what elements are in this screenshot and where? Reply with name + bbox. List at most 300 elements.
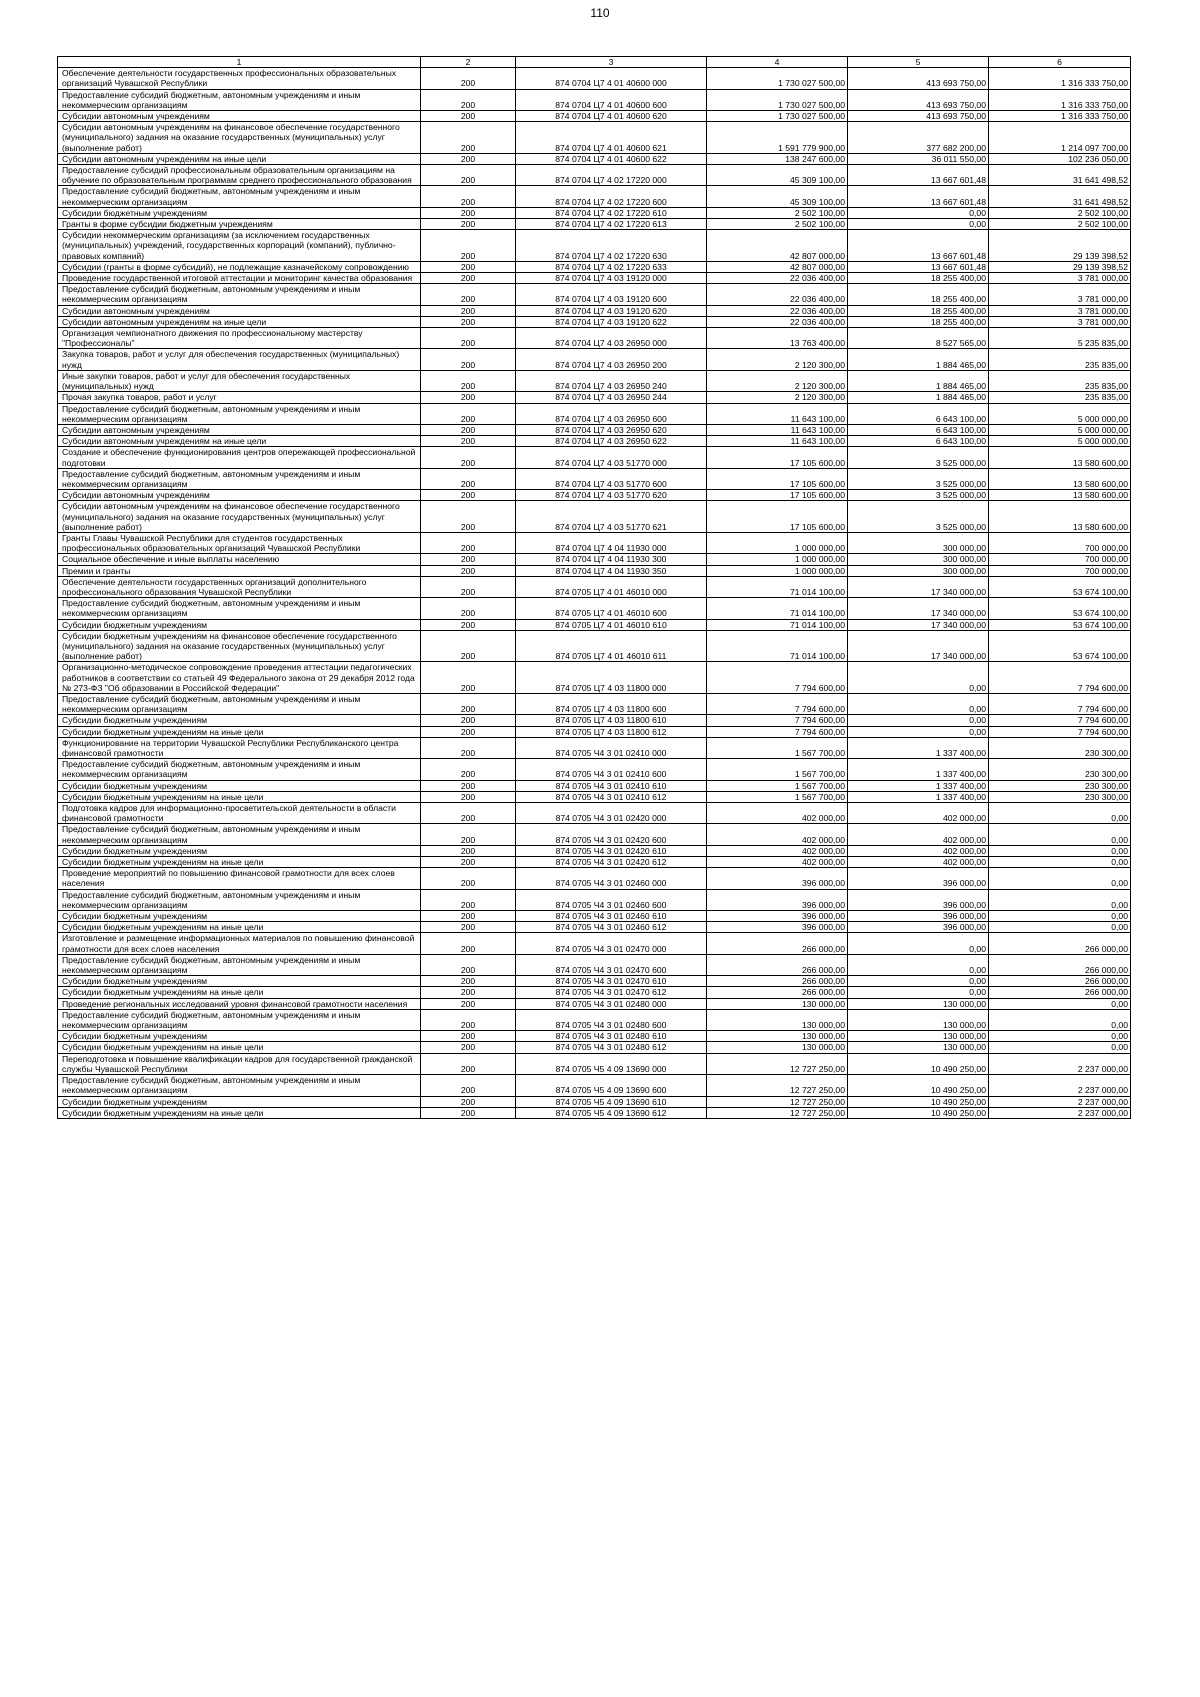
table-row	[58, 328, 1131, 349]
row-amount-col6: 0,00	[989, 911, 1131, 922]
row-classification: 874 0704 Ц7 4 03 26950 000	[516, 328, 707, 349]
row-amount-col6: 102 236 050,00	[989, 153, 1131, 164]
row-amount-col5: 0,00	[848, 662, 989, 694]
row-amount-col4: 1 567 700,00	[707, 791, 848, 802]
row-description: Субсидии бюджетным учреждениям	[58, 619, 421, 630]
table-row	[58, 1096, 1131, 1107]
row-classification: 874 0704 Ц7 4 03 19120 620	[516, 305, 707, 316]
table-row	[58, 153, 1131, 164]
row-code: 200	[421, 630, 516, 662]
row-code: 200	[421, 554, 516, 565]
table-row	[58, 230, 1131, 262]
row-amount-col5: 3 525 000,00	[848, 468, 989, 489]
row-amount-col4: 13 763 400,00	[707, 328, 848, 349]
row-amount-col5: 3 525 000,00	[848, 490, 989, 501]
row-code: 200	[421, 576, 516, 597]
row-description: Организация чемпионатного движения по профессиональному мастерству "Профессионалы"	[58, 328, 421, 349]
row-classification: 874 0704 Ц7 4 03 51770 620	[516, 490, 707, 501]
table-row	[58, 219, 1131, 230]
table-row	[58, 207, 1131, 218]
row-amount-col5: 402 000,00	[848, 803, 989, 824]
row-amount-col4: 17 105 600,00	[707, 468, 848, 489]
row-amount-col4: 71 014 100,00	[707, 619, 848, 630]
row-code: 200	[421, 598, 516, 619]
table-row	[58, 715, 1131, 726]
row-amount-col6: 29 139 398,52	[989, 261, 1131, 272]
row-amount-col4: 130 000,00	[707, 1009, 848, 1030]
table-row	[58, 305, 1131, 316]
column-header: 6	[989, 57, 1131, 68]
row-amount-col4: 402 000,00	[707, 845, 848, 856]
table-row	[58, 501, 1131, 533]
row-description: Субсидии автономным учреждениям на иные цели	[58, 436, 421, 447]
row-amount-col4: 1 000 000,00	[707, 532, 848, 553]
row-amount-col4: 266 000,00	[707, 954, 848, 975]
row-classification: 874 0704 Ц7 4 04 11930 300	[516, 554, 707, 565]
row-amount-col6: 0,00	[989, 998, 1131, 1009]
row-amount-col5: 10 490 250,00	[848, 1075, 989, 1096]
row-amount-col5: 17 340 000,00	[848, 630, 989, 662]
row-description: Субсидии бюджетным учреждениям на иные цели	[58, 1107, 421, 1118]
row-amount-col4: 12 727 250,00	[707, 1053, 848, 1074]
row-description: Субсидии (гранты в форме субсидий), не подлежащие казначейскому сопровождению	[58, 261, 421, 272]
row-amount-col6: 0,00	[989, 868, 1131, 889]
row-code: 200	[421, 803, 516, 824]
row-code: 200	[421, 328, 516, 349]
row-amount-col5: 1 337 400,00	[848, 791, 989, 802]
row-classification: 874 0704 Ц7 4 02 17220 610	[516, 207, 707, 218]
table-row	[58, 165, 1131, 186]
row-amount-col5: 10 490 250,00	[848, 1107, 989, 1118]
row-amount-col6: 0,00	[989, 1042, 1131, 1053]
row-description: Организационно-методическое сопровождение проведения аттестации педагогических работников в соответствии со статьей 49 Федерального закона от 29 декабря 2012 года № 273-ФЗ "Об образовании в Российской Федерации"	[58, 662, 421, 694]
row-classification: 874 0704 Ц7 4 02 17220 613	[516, 219, 707, 230]
table-row	[58, 403, 1131, 424]
row-classification: 874 0705 Ч4 3 01 02420 612	[516, 857, 707, 868]
row-amount-col6: 235 835,00	[989, 349, 1131, 370]
budget-table	[57, 56, 1131, 1119]
row-amount-col4: 402 000,00	[707, 857, 848, 868]
row-amount-col4: 1 000 000,00	[707, 554, 848, 565]
row-description: Субсидии автономным учреждениям	[58, 305, 421, 316]
row-code: 200	[421, 868, 516, 889]
row-description: Предоставление субсидий бюджетным, автономным учреждениям и иным некоммерческим организациям	[58, 1075, 421, 1096]
row-amount-col4: 396 000,00	[707, 868, 848, 889]
row-amount-col4: 7 794 600,00	[707, 693, 848, 714]
row-description: Предоставление субсидий бюджетным, автономным учреждениям и иным некоммерческим организациям	[58, 284, 421, 305]
row-amount-col5: 0,00	[848, 219, 989, 230]
row-amount-col6: 235 835,00	[989, 392, 1131, 403]
row-description: Предоставление субсидий бюджетным, автономным учреждениям и иным некоммерческим организациям	[58, 403, 421, 424]
row-description: Предоставление субсидий бюджетным, автономным учреждениям и иным некоммерческим организациям	[58, 1009, 421, 1030]
row-amount-col6: 1 214 097 700,00	[989, 122, 1131, 154]
row-amount-col6: 13 580 600,00	[989, 468, 1131, 489]
row-amount-col4: 12 727 250,00	[707, 1107, 848, 1118]
row-description: Предоставление субсидий бюджетным, автономным учреждениям и иным некоммерческим организациям	[58, 598, 421, 619]
row-amount-col4: 1 730 027 500,00	[707, 89, 848, 110]
row-description: Субсидии автономным учреждениям на финансовое обеспечение государственного (муниципального) задания на оказание государственных (муниципальных) услуг (выполнение работ)	[58, 501, 421, 533]
row-description: Предоставление субсидий бюджетным, автономным учреждениям и иным некоммерческим организациям	[58, 186, 421, 207]
row-amount-col5: 10 490 250,00	[848, 1096, 989, 1107]
row-amount-col5: 13 667 601,48	[848, 165, 989, 186]
row-amount-col4: 71 014 100,00	[707, 598, 848, 619]
column-header: 5	[848, 57, 989, 68]
row-code: 200	[421, 403, 516, 424]
table-row	[58, 824, 1131, 845]
row-amount-col6: 7 794 600,00	[989, 715, 1131, 726]
row-amount-col5: 17 340 000,00	[848, 619, 989, 630]
row-classification: 874 0705 Ц7 4 01 46010 600	[516, 598, 707, 619]
row-code: 200	[421, 715, 516, 726]
row-code: 200	[421, 933, 516, 954]
row-amount-col6: 235 835,00	[989, 370, 1131, 391]
row-code: 200	[421, 532, 516, 553]
row-code: 200	[421, 780, 516, 791]
table-row	[58, 791, 1131, 802]
row-description: Предоставление субсидий профессиональным образовательным организациям на обучение по образовательным программам среднего профессионального образования	[58, 165, 421, 186]
row-amount-col5: 413 693 750,00	[848, 68, 989, 89]
row-amount-col5: 130 000,00	[848, 1031, 989, 1042]
row-amount-col6: 7 794 600,00	[989, 726, 1131, 737]
row-classification: 874 0705 Ч5 4 09 13690 000	[516, 1053, 707, 1074]
table-row	[58, 976, 1131, 987]
row-classification: 874 0705 Ч4 3 01 02480 610	[516, 1031, 707, 1042]
table-row	[58, 737, 1131, 758]
row-amount-col5: 10 490 250,00	[848, 1053, 989, 1074]
row-amount-col5: 300 000,00	[848, 532, 989, 553]
row-amount-col6: 7 794 600,00	[989, 693, 1131, 714]
row-amount-col5: 18 255 400,00	[848, 284, 989, 305]
row-code: 200	[421, 987, 516, 998]
row-amount-col4: 17 105 600,00	[707, 490, 848, 501]
row-classification: 874 0705 Ч4 3 01 02410 600	[516, 759, 707, 780]
row-description: Субсидии бюджетным учреждениям на иные цели	[58, 987, 421, 998]
table-row	[58, 111, 1131, 122]
row-amount-col6: 7 794 600,00	[989, 662, 1131, 694]
row-classification: 874 0704 Ц7 4 03 51770 600	[516, 468, 707, 489]
row-code: 200	[421, 1009, 516, 1030]
row-amount-col6: 700 000,00	[989, 554, 1131, 565]
row-code: 200	[421, 998, 516, 1009]
row-code: 200	[421, 824, 516, 845]
row-amount-col6: 53 674 100,00	[989, 598, 1131, 619]
row-amount-col4: 396 000,00	[707, 889, 848, 910]
row-description: Предоставление субсидий бюджетным, автономным учреждениям и иным некоммерческим организациям	[58, 89, 421, 110]
row-description: Субсидии бюджетным учреждениям	[58, 845, 421, 856]
row-amount-col6: 700 000,00	[989, 532, 1131, 553]
row-description: Субсидии автономным учреждениям на иные цели	[58, 316, 421, 327]
row-description: Субсидии бюджетным учреждениям	[58, 715, 421, 726]
row-classification: 874 0705 Ч5 4 09 13690 600	[516, 1075, 707, 1096]
row-description: Субсидии некоммерческим организациям (за исключением государственных (муниципальных) учреждений, государственных корпораций (компаний), публично-правовых компаний)	[58, 230, 421, 262]
table-row	[58, 954, 1131, 975]
table-row	[58, 922, 1131, 933]
row-code: 200	[421, 1107, 516, 1118]
row-classification: 874 0705 Ч4 3 01 02480 000	[516, 998, 707, 1009]
table-row	[58, 1042, 1131, 1053]
row-amount-col4: 7 794 600,00	[707, 726, 848, 737]
row-classification: 874 0704 Ц7 4 03 26950 244	[516, 392, 707, 403]
table-row	[58, 68, 1131, 89]
row-code: 200	[421, 954, 516, 975]
row-classification: 874 0704 Ц7 4 04 11930 000	[516, 532, 707, 553]
row-amount-col6: 266 000,00	[989, 987, 1131, 998]
table-row	[58, 803, 1131, 824]
row-amount-col5: 413 693 750,00	[848, 111, 989, 122]
row-code: 200	[421, 1031, 516, 1042]
row-description: Премии и гранты	[58, 565, 421, 576]
row-amount-col6: 13 580 600,00	[989, 501, 1131, 533]
row-amount-col6: 0,00	[989, 1009, 1131, 1030]
row-description: Предоставление субсидий бюджетным, автономным учреждениям и иным некоммерческим организациям	[58, 759, 421, 780]
row-code: 200	[421, 219, 516, 230]
row-classification: 874 0705 Ц7 4 01 46010 000	[516, 576, 707, 597]
row-classification: 874 0705 Ц7 4 01 46010 610	[516, 619, 707, 630]
row-code: 200	[421, 857, 516, 868]
row-amount-col6: 1 316 333 750,00	[989, 111, 1131, 122]
row-amount-col6: 230 300,00	[989, 759, 1131, 780]
table-row	[58, 693, 1131, 714]
row-amount-col5: 130 000,00	[848, 998, 989, 1009]
row-code: 200	[421, 911, 516, 922]
row-code: 200	[421, 619, 516, 630]
row-amount-col5: 130 000,00	[848, 1009, 989, 1030]
row-amount-col4: 396 000,00	[707, 911, 848, 922]
row-description: Субсидии автономным учреждениям	[58, 424, 421, 435]
row-amount-col5: 0,00	[848, 207, 989, 218]
row-description: Создание и обеспечение функционирования центров опережающей профессиональной подготовки	[58, 447, 421, 468]
table-row	[58, 447, 1131, 468]
row-amount-col6: 2 237 000,00	[989, 1053, 1131, 1074]
row-amount-col5: 396 000,00	[848, 868, 989, 889]
row-amount-col5: 1 884 465,00	[848, 392, 989, 403]
row-amount-col5: 17 340 000,00	[848, 598, 989, 619]
row-amount-col4: 130 000,00	[707, 1042, 848, 1053]
row-classification: 874 0705 Ч4 3 01 02410 612	[516, 791, 707, 802]
row-description: Проведение региональных исследований уровня финансовой грамотности населения	[58, 998, 421, 1009]
row-amount-col4: 2 120 300,00	[707, 392, 848, 403]
row-code: 200	[421, 976, 516, 987]
row-code: 200	[421, 284, 516, 305]
row-code: 200	[421, 68, 516, 89]
row-classification: 874 0705 Ч4 3 01 02470 612	[516, 987, 707, 998]
row-amount-col4: 42 807 000,00	[707, 230, 848, 262]
row-amount-col5: 6 643 100,00	[848, 424, 989, 435]
table-row	[58, 89, 1131, 110]
row-amount-col5: 300 000,00	[848, 554, 989, 565]
column-header: 4	[707, 57, 848, 68]
row-amount-col6: 2 237 000,00	[989, 1096, 1131, 1107]
table-row	[58, 759, 1131, 780]
row-code: 200	[421, 349, 516, 370]
row-classification: 874 0705 Ч4 3 01 02410 000	[516, 737, 707, 758]
row-code: 200	[421, 230, 516, 262]
row-description: Субсидии бюджетным учреждениям на иные цели	[58, 791, 421, 802]
table-row	[58, 490, 1131, 501]
row-amount-col5: 0,00	[848, 715, 989, 726]
row-code: 200	[421, 165, 516, 186]
row-description: Субсидии бюджетным учреждениям	[58, 1096, 421, 1107]
table-row	[58, 349, 1131, 370]
table-row	[58, 998, 1131, 1009]
row-amount-col6: 700 000,00	[989, 565, 1131, 576]
row-classification: 874 0705 Ч4 3 01 02460 000	[516, 868, 707, 889]
row-code: 200	[421, 447, 516, 468]
row-description: Переподготовка и повышение квалификации кадров для государственной гражданской службы Чувашской Республики	[58, 1053, 421, 1074]
table-row	[58, 662, 1131, 694]
row-amount-col5: 18 255 400,00	[848, 273, 989, 284]
row-amount-col4: 130 000,00	[707, 1031, 848, 1042]
row-classification: 874 0705 Ц7 4 03 11800 612	[516, 726, 707, 737]
row-amount-col5: 396 000,00	[848, 922, 989, 933]
row-amount-col4: 2 120 300,00	[707, 349, 848, 370]
row-description: Гранты в форме субсидии бюджетным учреждениям	[58, 219, 421, 230]
row-amount-col6: 5 235 835,00	[989, 328, 1131, 349]
row-amount-col6: 266 000,00	[989, 954, 1131, 975]
row-code: 200	[421, 111, 516, 122]
row-code: 200	[421, 316, 516, 327]
row-classification: 874 0705 Ч4 3 01 02420 000	[516, 803, 707, 824]
row-amount-col5: 402 000,00	[848, 824, 989, 845]
row-code: 200	[421, 207, 516, 218]
row-classification: 874 0704 Ц7 4 02 17220 630	[516, 230, 707, 262]
row-classification: 874 0704 Ц7 4 03 26950 620	[516, 424, 707, 435]
row-amount-col6: 266 000,00	[989, 976, 1131, 987]
row-description: Проведение мероприятий по повышению финансовой грамотности для всех слоев населения	[58, 868, 421, 889]
row-amount-col4: 12 727 250,00	[707, 1096, 848, 1107]
row-description: Субсидии автономным учреждениям на финансовое обеспечение государственного (муниципального) задания на оказание государственных (муниципальных) услуг (выполнение работ)	[58, 122, 421, 154]
table-row	[58, 987, 1131, 998]
row-description: Субсидии бюджетным учреждениям на иные цели	[58, 726, 421, 737]
row-code: 200	[421, 1075, 516, 1096]
row-amount-col6: 3 781 000,00	[989, 316, 1131, 327]
row-amount-col5: 0,00	[848, 933, 989, 954]
row-amount-col4: 130 000,00	[707, 998, 848, 1009]
row-description: Предоставление субсидий бюджетным, автономным учреждениям и иным некоммерческим организациям	[58, 889, 421, 910]
row-description: Субсидии бюджетным учреждениям	[58, 1031, 421, 1042]
row-code: 200	[421, 305, 516, 316]
row-classification: 874 0705 Ч4 3 01 02470 610	[516, 976, 707, 987]
row-classification: 874 0704 Ц7 4 01 40600 000	[516, 68, 707, 89]
row-amount-col6: 230 300,00	[989, 791, 1131, 802]
row-amount-col6: 230 300,00	[989, 737, 1131, 758]
row-classification: 874 0705 Ц7 4 01 46010 611	[516, 630, 707, 662]
row-description: Субсидии бюджетным учреждениям на иные цели	[58, 922, 421, 933]
header-row	[58, 57, 1131, 68]
row-amount-col5: 0,00	[848, 726, 989, 737]
row-description: Субсидии бюджетным учреждениям на иные цели	[58, 857, 421, 868]
row-code: 200	[421, 261, 516, 272]
column-header: 2	[421, 57, 516, 68]
table-row	[58, 392, 1131, 403]
row-code: 200	[421, 1042, 516, 1053]
row-code: 200	[421, 845, 516, 856]
row-description: Социальное обеспечение и иные выплаты населению	[58, 554, 421, 565]
row-code: 200	[421, 889, 516, 910]
row-amount-col5: 1 337 400,00	[848, 737, 989, 758]
row-code: 200	[421, 693, 516, 714]
row-amount-col4: 402 000,00	[707, 803, 848, 824]
row-amount-col6: 5 000 000,00	[989, 403, 1131, 424]
row-amount-col5: 1 337 400,00	[848, 780, 989, 791]
row-amount-col5: 13 667 601,48	[848, 186, 989, 207]
table-row	[58, 261, 1131, 272]
row-amount-col5: 18 255 400,00	[848, 316, 989, 327]
row-code: 200	[421, 1053, 516, 1074]
page-number: 110	[590, 6, 610, 20]
row-amount-col5: 3 525 000,00	[848, 501, 989, 533]
table-row	[58, 1031, 1131, 1042]
table-row	[58, 284, 1131, 305]
row-classification: 874 0705 Ч4 3 01 02420 600	[516, 824, 707, 845]
row-classification: 874 0704 Ц7 4 02 17220 600	[516, 186, 707, 207]
row-amount-col5: 1 884 465,00	[848, 349, 989, 370]
row-amount-col4: 1 730 027 500,00	[707, 68, 848, 89]
row-amount-col4: 7 794 600,00	[707, 715, 848, 726]
row-amount-col6: 31 641 498,52	[989, 165, 1131, 186]
row-classification: 874 0704 Ц7 4 02 17220 000	[516, 165, 707, 186]
row-amount-col5: 402 000,00	[848, 845, 989, 856]
row-amount-col4: 71 014 100,00	[707, 630, 848, 662]
row-amount-col5: 8 527 565,00	[848, 328, 989, 349]
row-code: 200	[421, 737, 516, 758]
row-classification: 874 0705 Ц7 4 03 11800 610	[516, 715, 707, 726]
row-amount-col5: 0,00	[848, 987, 989, 998]
row-classification: 874 0704 Ц7 4 02 17220 633	[516, 261, 707, 272]
row-code: 200	[421, 490, 516, 501]
row-description: Функционирование на территории Чувашской Республики Республиканского центра финансовой грамотности	[58, 737, 421, 758]
row-amount-col4: 11 643 100,00	[707, 424, 848, 435]
row-amount-col6: 2 502 100,00	[989, 207, 1131, 218]
row-description: Субсидии автономным учреждениям	[58, 111, 421, 122]
row-classification: 874 0705 Ч4 3 01 02470 600	[516, 954, 707, 975]
row-amount-col4: 1 567 700,00	[707, 780, 848, 791]
row-amount-col4: 1 567 700,00	[707, 759, 848, 780]
row-amount-col4: 266 000,00	[707, 976, 848, 987]
row-amount-col6: 2 237 000,00	[989, 1075, 1131, 1096]
row-code: 200	[421, 186, 516, 207]
row-amount-col4: 266 000,00	[707, 933, 848, 954]
row-amount-col4: 2 120 300,00	[707, 370, 848, 391]
row-code: 200	[421, 791, 516, 802]
table-row	[58, 370, 1131, 391]
row-amount-col5: 130 000,00	[848, 1042, 989, 1053]
row-amount-col5: 17 340 000,00	[848, 576, 989, 597]
row-description: Гранты Главы Чувашской Республики для студентов государственных профессиональных образовательных организаций Чувашской Республики	[58, 532, 421, 553]
row-amount-col4: 45 309 100,00	[707, 186, 848, 207]
row-amount-col5: 18 255 400,00	[848, 305, 989, 316]
row-amount-col4: 11 643 100,00	[707, 403, 848, 424]
table-row	[58, 316, 1131, 327]
row-amount-col4: 396 000,00	[707, 922, 848, 933]
row-description: Закупка товаров, работ и услуг для обеспечения государственных (муниципальных) нужд	[58, 349, 421, 370]
row-amount-col4: 11 643 100,00	[707, 436, 848, 447]
table-row	[58, 186, 1131, 207]
row-amount-col6: 3 781 000,00	[989, 305, 1131, 316]
row-amount-col5: 6 643 100,00	[848, 436, 989, 447]
row-amount-col6: 5 000 000,00	[989, 424, 1131, 435]
row-classification: 874 0705 Ч4 3 01 02480 612	[516, 1042, 707, 1053]
row-amount-col4: 1 567 700,00	[707, 737, 848, 758]
row-description: Прочая закупка товаров, работ и услуг	[58, 392, 421, 403]
table-row	[58, 532, 1131, 553]
row-amount-col5: 36 011 550,00	[848, 153, 989, 164]
row-classification: 874 0705 Ч5 4 09 13690 612	[516, 1107, 707, 1118]
row-amount-col5: 1 337 400,00	[848, 759, 989, 780]
row-amount-col5: 300 000,00	[848, 565, 989, 576]
row-classification: 874 0705 Ч4 3 01 02460 600	[516, 889, 707, 910]
row-amount-col6: 53 674 100,00	[989, 576, 1131, 597]
